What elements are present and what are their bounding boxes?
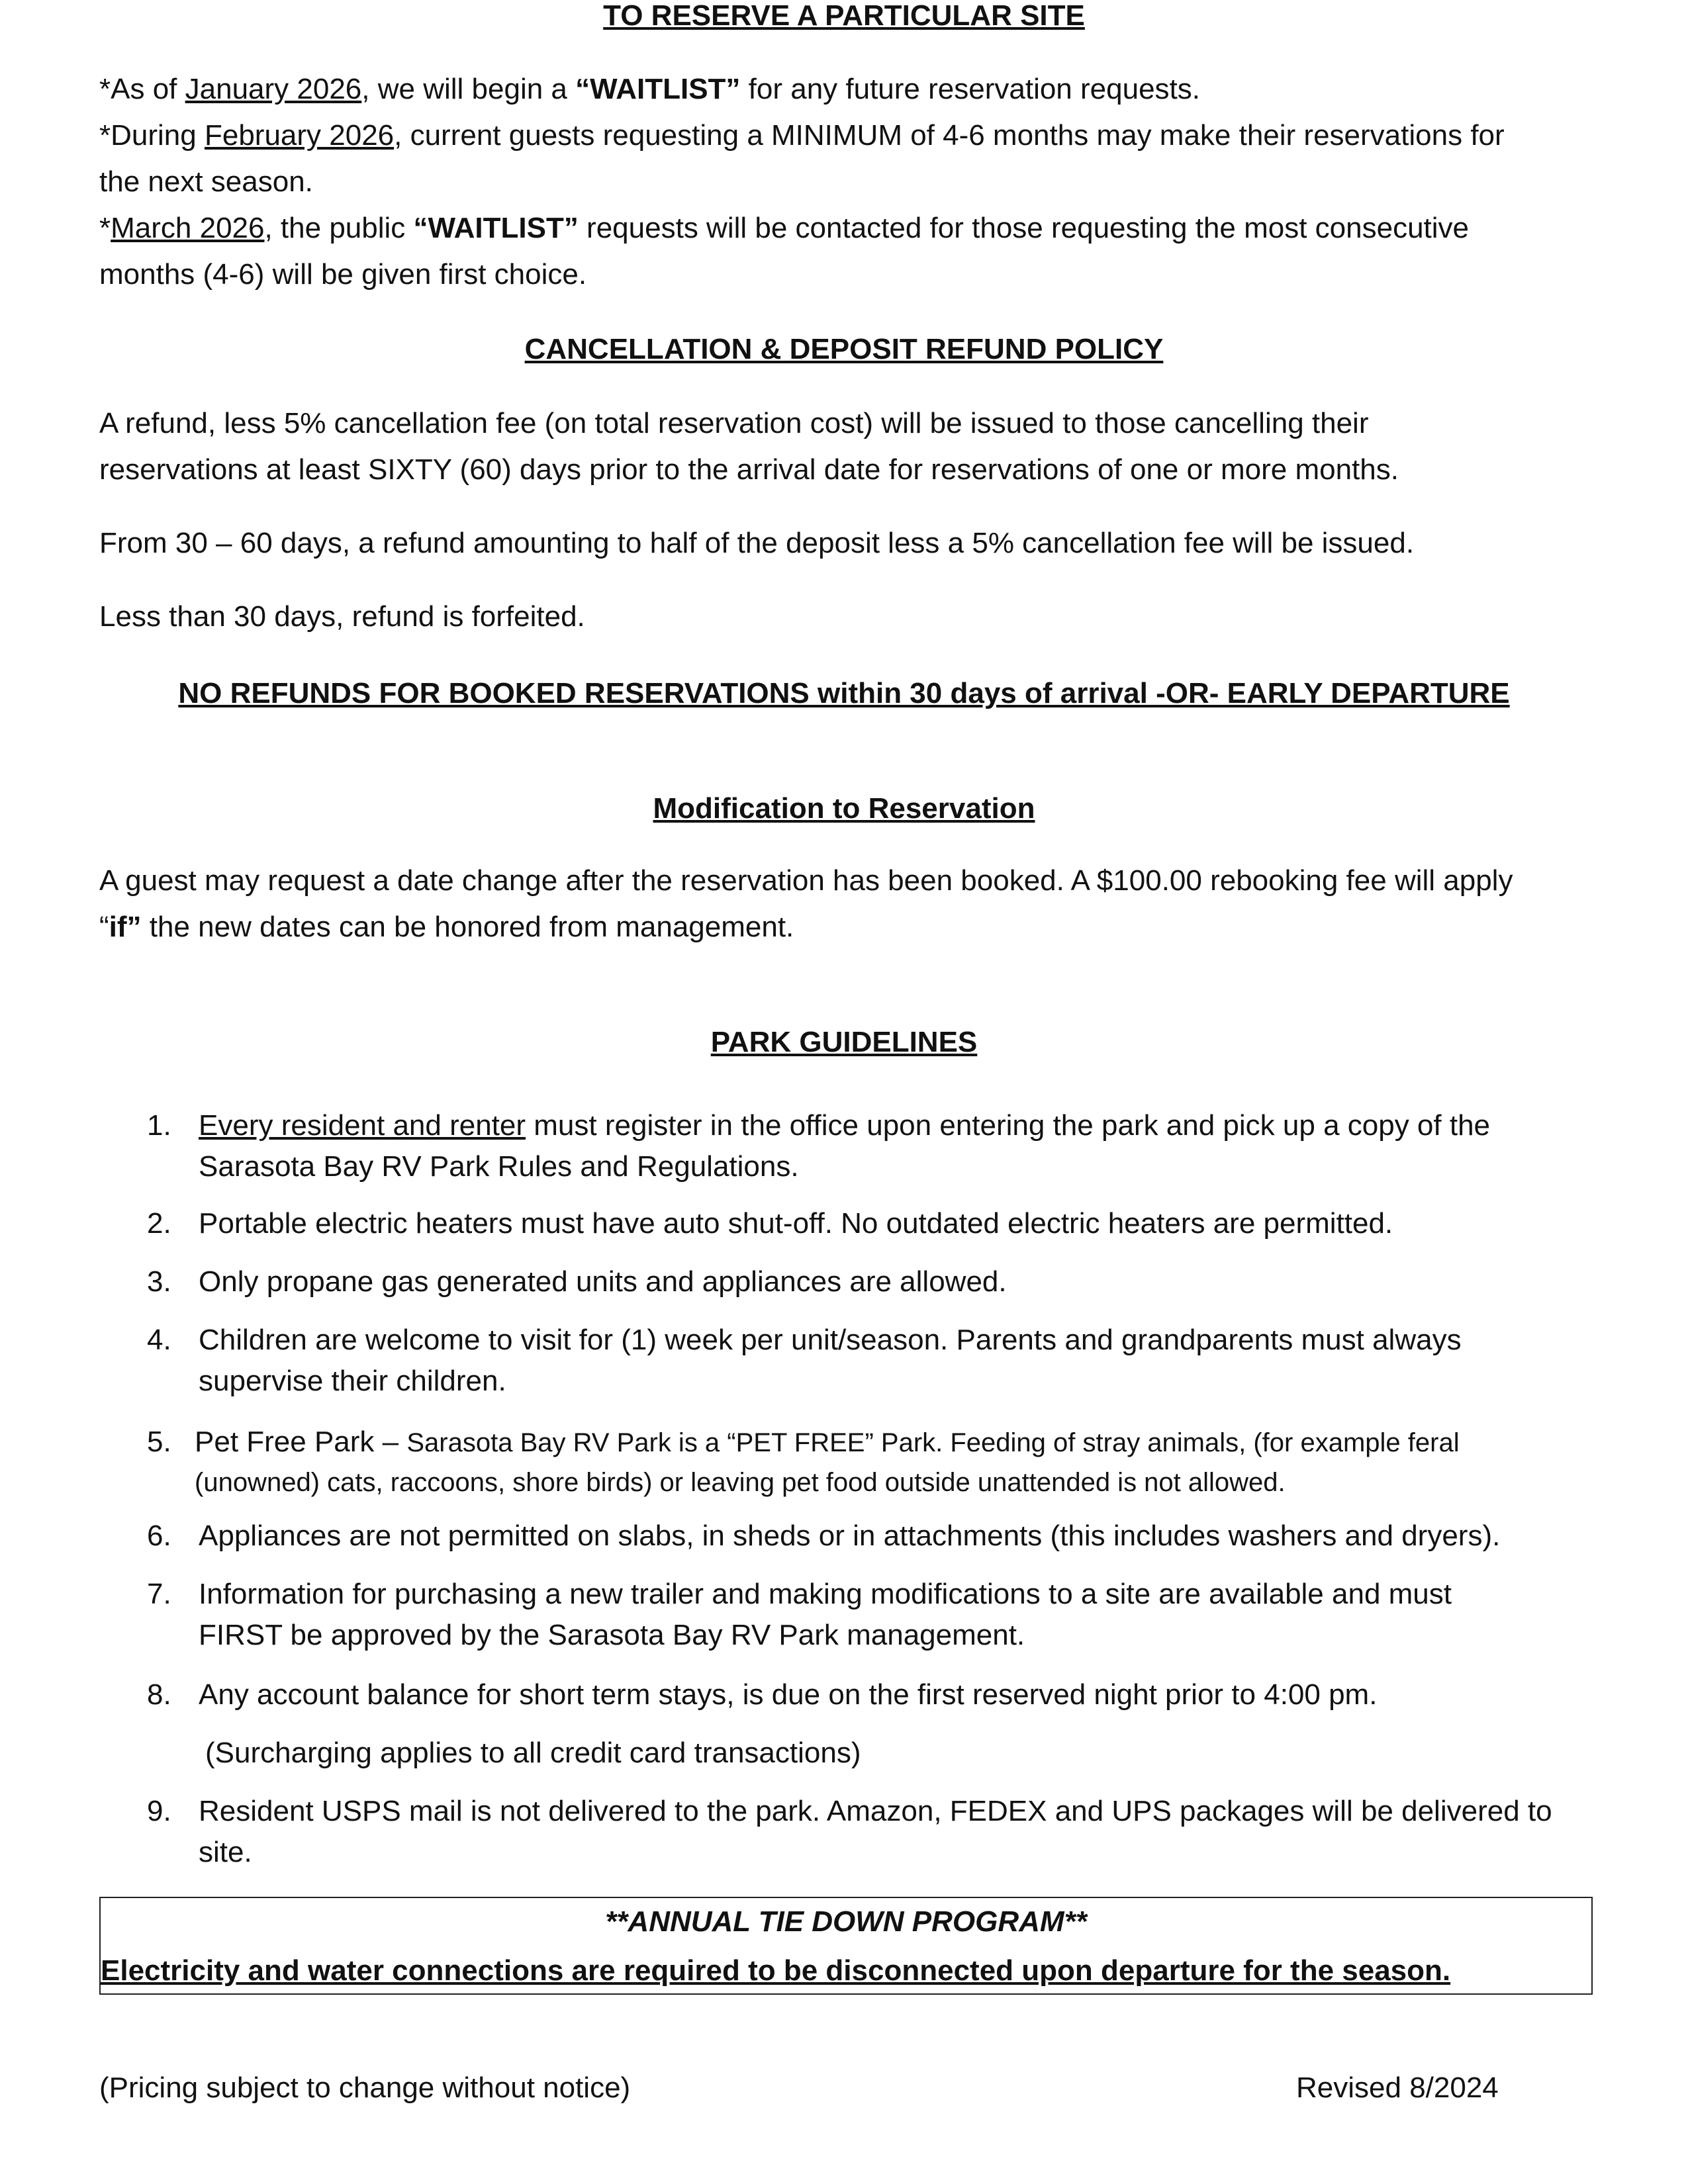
cancellation-heading: CANCELLATION & DEPOSIT REFUND POLICY xyxy=(524,333,1164,365)
reserve-line-2b: the next season. xyxy=(99,165,313,198)
if-emphasis: if” xyxy=(109,911,142,943)
cancellation-p3: Less than 30 days, refund is forfeited. xyxy=(99,600,585,633)
tie-down-box xyxy=(99,1897,1593,1995)
pet-free-lead: Pet Free Park – xyxy=(195,1426,407,1458)
tie-down-title: **ANNUAL TIE DOWN PROGRAM** xyxy=(605,1905,1087,1938)
waitlist-label: “WAITLIST” xyxy=(413,212,579,244)
revision-date: Revised 8/2024 xyxy=(1296,2071,1499,2104)
waitlist-label: “WAITLIST” xyxy=(575,73,741,105)
cancellation-p1a: A refund, less 5% cancellation fee (on total reservation cost) will be issued to those cancelling their xyxy=(99,407,1369,439)
reserve-line-2: *During February 2026, current guests requesting a MINIMUM of 4-6 months may make their reservations for xyxy=(99,119,1505,152)
document-page: TO RESERVE A PARTICULAR SITE *As of January 2026, we will begin a “WAITLIST” for any future reservation requests. *During February 2026, current guests requesting a MINIMUM of 4-6 months may make their reservations for the next season. *March 2026, the public “WAITLIST” requests will be contacted for those requesting the most consecutive months (4-6) will be given first choice. CANCELLATION & DEPOSIT REFUND POLICY A refund, less 5% cancellation fee (on total reservation cost) will be issued to those cancelling their reservations at least SIXTY (60) days prior to the arrival date for reservations of one or more months. From 30 – 60 days, a refund amounting to half of the deposit less a 5% cancellation fee will be issued. Less than 30 days, refund is forfeited. NO REFUNDS FOR BOOKED RESERVATIONS within 30 days of arrival -OR- EARLY DEPARTURE Modification to Reservation A guest may request a date change after the reservation has been booked. A $100.00 rebooking fee will apply “if” the new dates can be honored from management. PARK GUIDELINES 1. Every resident and renter must register in the office upon entering the park and pick up a copy of the Sarasota Bay RV Park Rules and Regulations. 2. Portable electric heaters must have auto shut-off. No outdated electric heaters are permitted. 3. Only propane gas generated units and appliances are allowed. 4. Children are welcome to visit for (1) week per unit/season. Parents and grandparents must always supervise their children. 5. Pet Free Park – Sarasota Bay RV Park is a “PET FREE” Park. Feeding of stray animals, (for example feral (unowned) cats, raccoons, shore birds) or leaving pet food outside unattended is not allowed. 6. Appliances are not permitted on slabs, in sheds or in attachments (this includes washers and dryers). 7. Information for purchasing a new trailer and making modifications to a site are available and must FIRST be approved by the Sarasota Bay RV Park management. 8. Any account balance for short term stays, is due on the first reserved night prior to 4:00 pm. (Surcharging applies to all credit card transactions) 9. Resident USPS mail is not delivered to the park. Amazon, FEDEX and UPS packages will be delivered to site. **ANNUAL TIE DOWN PROGRAM** Electricity and water connections are required to be disconnected upon departure for the season. (Pricing subject to change without notice) Revised 8/2024 xyxy=(99,0,1589,2184)
cancellation-p2: From 30 – 60 days, a refund amounting to half of the deposit less a 5% cancellation fee will be issued. xyxy=(99,527,1415,559)
modification-p1b: “if” the new dates can be honored from management. xyxy=(99,911,794,943)
date-february: February 2026 xyxy=(204,119,395,152)
guidelines-heading: PARK GUIDELINES xyxy=(710,1026,978,1058)
pricing-note: (Pricing subject to change without notice) xyxy=(99,2071,631,2104)
reserve-line-3b: months (4-6) will be given first choice. xyxy=(99,258,587,291)
date-march: March 2026 xyxy=(111,212,265,244)
modification-heading: Modification to Reservation xyxy=(653,792,1035,825)
reserve-line-1: *As of January 2026, we will begin a “WAITLIST” for any future reservation requests. xyxy=(99,73,1200,105)
date-january: January 2026 xyxy=(185,73,362,105)
modification-p1a: A guest may request a date change after the reservation has been booked. A $100.00 rebooking fee will apply xyxy=(99,864,1513,897)
tie-down-text: Electricity and water connections are required to be disconnected upon departure for the season. xyxy=(101,1954,1451,1987)
reserve-line-3: *March 2026, the public “WAITLIST” requests will be contacted for those requesting the most consecutive xyxy=(99,212,1470,244)
every-resident-underline: Every resident and renter xyxy=(199,1109,526,1142)
reserve-heading: TO RESERVE A PARTICULAR SITE xyxy=(603,0,1085,32)
no-refunds-notice: NO REFUNDS FOR BOOKED RESERVATIONS within 30 days of arrival -OR- EARLY DEPARTURE xyxy=(178,677,1510,709)
cancellation-p1b: reservations at least SIXTY (60) days prior to the arrival date for reservations of one or more months. xyxy=(99,453,1399,486)
